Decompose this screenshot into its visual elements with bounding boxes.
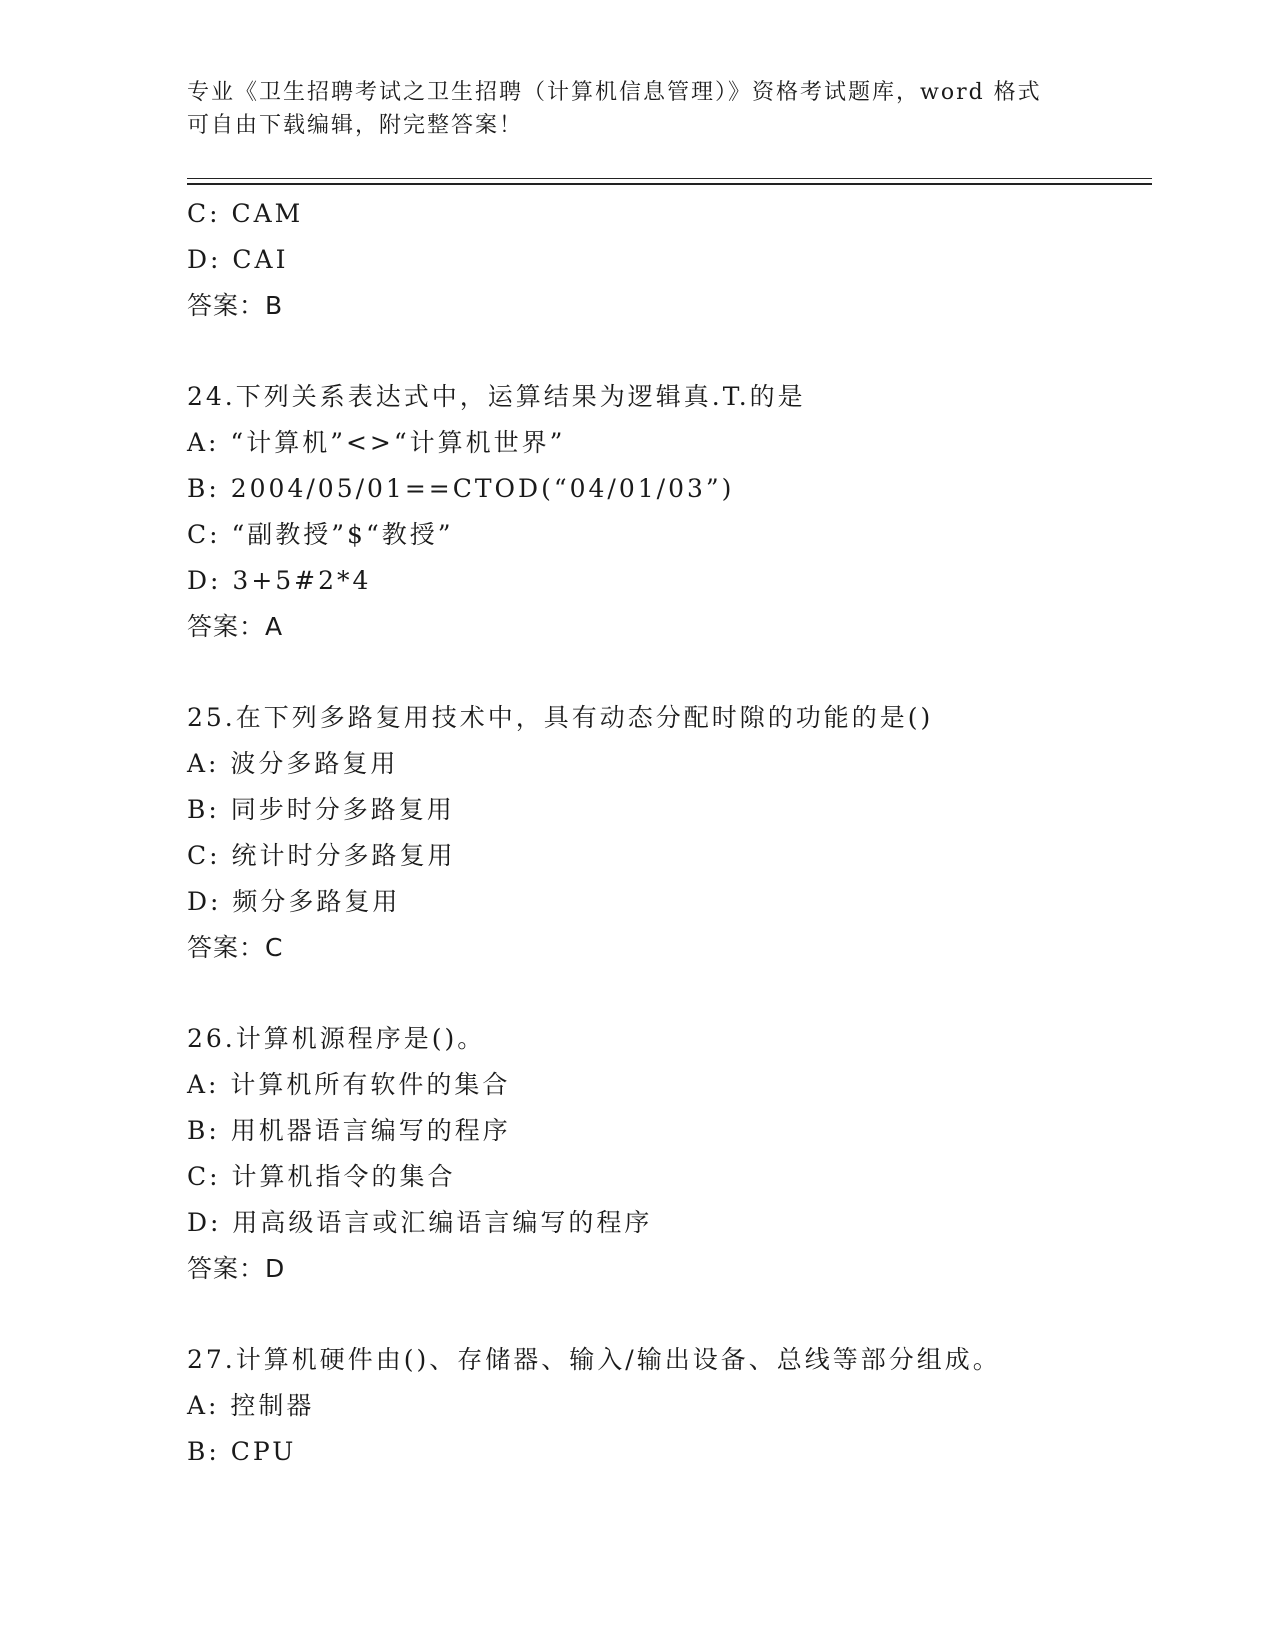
option-a: A: 控制器 bbox=[187, 1391, 315, 1420]
question-stem: 25.在下列多路复用技术中，具有动态分配时隙的功能的是() bbox=[187, 703, 934, 732]
header-divider-thick bbox=[187, 183, 1152, 185]
option-c: C: 统计时分多路复用 bbox=[187, 841, 456, 870]
answer: 答案：B bbox=[187, 291, 284, 320]
option-c: C: “副教授”$“教授” bbox=[187, 520, 454, 549]
question-stem: 24.下列关系表达式中，运算结果为逻辑真.T.的是 bbox=[187, 382, 806, 411]
header-divider-thin bbox=[187, 178, 1152, 179]
option-c: C: 计算机指令的集合 bbox=[187, 1162, 456, 1191]
document-header bbox=[187, 76, 1087, 142]
option-a: A: 计算机所有软件的集合 bbox=[187, 1070, 511, 1099]
answer: 答案：C bbox=[187, 933, 284, 962]
header-line-2: 可自由下载编辑，附完整答案！ bbox=[187, 113, 524, 138]
question-stem: 27.计算机硬件由()、存储器、输入/输出设备、总线等部分组成。 bbox=[187, 1345, 1001, 1374]
option-a: A: 波分多路复用 bbox=[187, 749, 399, 778]
option-c: C: CAM bbox=[187, 199, 304, 228]
question-26 bbox=[187, 1016, 1152, 1292]
question-27 bbox=[187, 1337, 1152, 1475]
option-d: D: 频分多路复用 bbox=[187, 887, 401, 916]
answer: 答案：D bbox=[187, 1254, 286, 1283]
question-content bbox=[187, 191, 1152, 1475]
option-b: B: CPU bbox=[187, 1437, 297, 1466]
option-b: B: 2004/05/01==CTOD(“04/01/03”) bbox=[187, 474, 735, 503]
option-a: A: “计算机”<>“计算机世界” bbox=[187, 428, 566, 457]
question-24 bbox=[187, 374, 1152, 650]
option-d: D: 用高级语言或汇编语言编写的程序 bbox=[187, 1208, 653, 1237]
question-stem: 26.计算机源程序是()。 bbox=[187, 1024, 486, 1053]
option-b: B: 用机器语言编写的程序 bbox=[187, 1116, 511, 1145]
question-25 bbox=[187, 695, 1152, 971]
answer: 答案：A bbox=[187, 612, 284, 641]
header-line-1: 专业《卫生招聘考试之卫生招聘（计算机信息管理）》资格考试题库，word 格式 bbox=[187, 80, 1042, 105]
option-b: B: 同步时分多路复用 bbox=[187, 795, 455, 824]
option-d: D: CAI bbox=[187, 245, 289, 274]
question-23-fragment bbox=[187, 191, 1152, 329]
option-d: D: 3+5#2*4 bbox=[187, 566, 372, 595]
